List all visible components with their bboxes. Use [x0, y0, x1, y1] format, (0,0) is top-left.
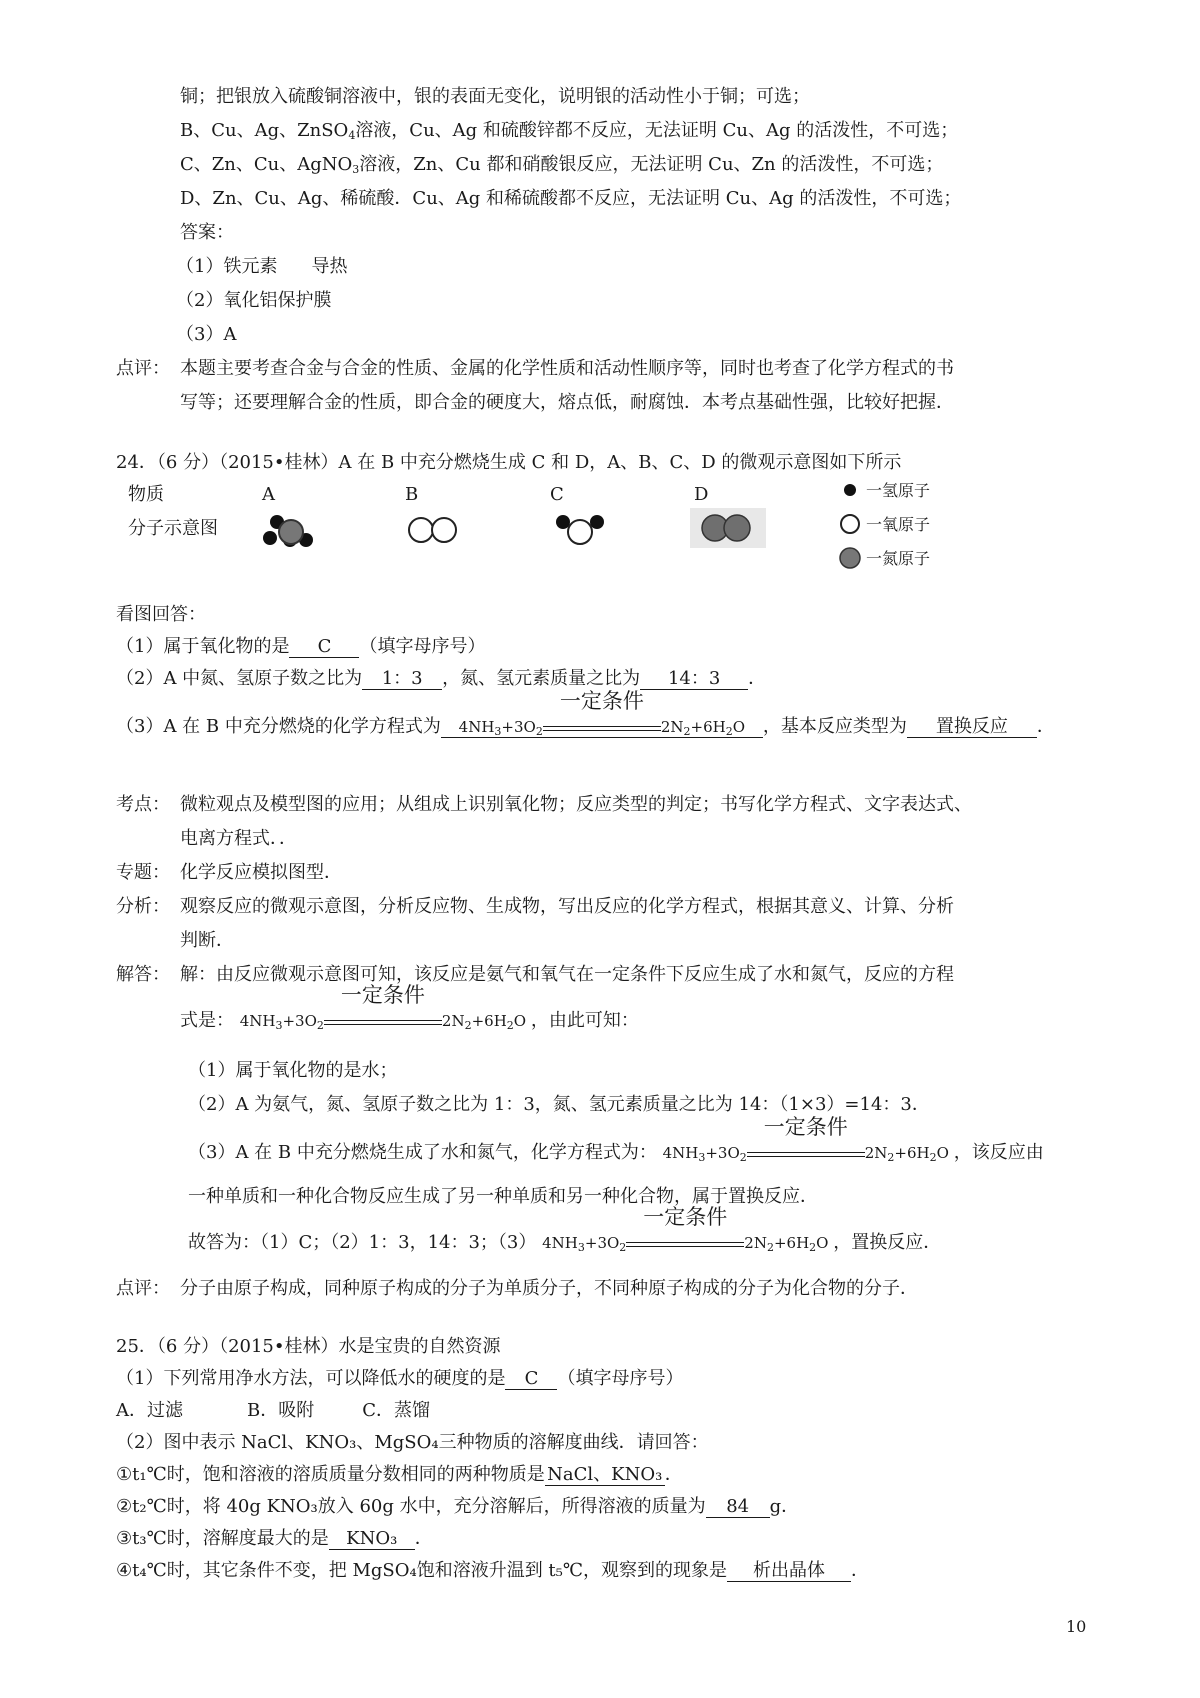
- chemical-equation: $4NH_3+3O_2$ 一定条件 $2N_2+6H_2O$: [662, 1115, 954, 1164]
- chemical-equation: $4NH_3+3O_2$ 一定条件 $2N_2+6H_2O$: [542, 1205, 834, 1254]
- text-line: C、Zn、Cu、AgNO$_3$溶液，Zn、Cu 都和硝酸银反应，无法证明 Cu、Zn 的活泼性，不可选；: [180, 154, 944, 176]
- question-24-header: 24．（6 分）（2015•桂林）A 在 B 中充分燃烧生成 C 和 D，A、B、C、D 的微观示意图如下所示: [116, 452, 902, 473]
- q24-part-1: （1）属于氧化物的是 C （填字母序号）: [116, 636, 486, 657]
- answer-2: （2）氧化铝保护膜: [176, 290, 332, 311]
- molecule-c-diagram: [553, 508, 609, 548]
- solution-1: （1）属于氧化物的是水；: [188, 1060, 398, 1081]
- jieda-equation-line: 式是： $4NH_3+3O_2$ 一定条件 $2N_2+6H_2O$ ，由此可知：: [180, 983, 639, 1032]
- comment-line: 本题主要考查合金与合金的性质、金属的化学性质和活动性顺序等，同时也考查了化学方程式的书: [180, 358, 954, 379]
- solution-4: 一种单质和一种化合物反应生成了另一种单质和另一种化合物，属于置换反应．: [188, 1186, 818, 1207]
- molecule-d-diagram: [690, 508, 766, 548]
- dianping-label: 点评：: [116, 1278, 170, 1299]
- condition-text: 一定条件: [763, 1115, 848, 1139]
- text-line: 铜；把银放入硫酸铜溶液中，银的表面无变化，说明银的活动性小于铜；可选；: [180, 86, 810, 107]
- answer-blank: 1：3: [362, 669, 442, 690]
- comment-label: 点评：: [116, 358, 170, 379]
- reaction-condition: [324, 983, 442, 1032]
- q25-item-3: ③t₃℃时，溶解度最大的是 KNO₃ ．: [116, 1528, 433, 1549]
- nitrogen-atom-marker: [840, 548, 860, 568]
- answer-label: 答案：: [180, 222, 234, 243]
- q24-part-2: （2）A 中氮、氢原子数之比为 1：3 ，氮、氢元素质量之比为 14：3 ．: [116, 668, 767, 689]
- kaodian-label: 考点：: [116, 794, 170, 815]
- page-number: 10: [1066, 1617, 1087, 1636]
- atom-legend: [840, 480, 980, 580]
- table-row-label: 物质: [128, 484, 164, 505]
- hydrogen-atom-marker: [844, 484, 856, 496]
- column-label-d: D: [694, 484, 709, 505]
- kaodian-line: 微粒观点及模型图的应用；从组成上识别氧化物；反应类型的判定；书写化学方程式、文字表达式、: [180, 794, 972, 815]
- jieda-line: 解：由反应微观示意图可知，该反应是氨气和氧气在一定条件下反应生成了水和氮气，反应的方程: [180, 964, 954, 985]
- legend-hydrogen: 一氢原子: [866, 481, 931, 500]
- answer-blank: 析出晶体: [727, 1561, 851, 1582]
- fenxi-label: 分析：: [116, 896, 170, 917]
- condition-text: 一定条件: [340, 983, 425, 1007]
- question-25-header: 25．（6 分）（2015•桂林）水是宝贵的自然资源: [116, 1336, 501, 1357]
- text-line: D、Zn、Cu、Ag、稀硫酸．Cu、Ag 和稀硫酸都不反应，无法证明 Cu、Ag 的活泼性，不可选；: [180, 188, 962, 209]
- reaction-condition: [543, 689, 661, 737]
- solution-3: （3）A 在 B 中充分燃烧生成了水和氮气，化学方程式为： $4NH_3+3O_2$ 一定条件 $2N_2+6H_2O$ ，该反应由: [188, 1115, 1044, 1164]
- answer-blank: C: [289, 637, 359, 658]
- equation-answer-blank: [441, 689, 763, 738]
- jieda-label: 解答：: [116, 964, 170, 985]
- chemical-equation: $4NH_3+3O_2$ 一定条件 $2N_2+6H_2O$: [239, 983, 531, 1032]
- legend-nitrogen: 一氮原子: [866, 549, 931, 568]
- zhuanti-label: 专题：: [116, 862, 170, 883]
- dianping-text: 分子由原子构成，同种原子构成的分子为单质分子，不同种原子构成的分子为化合物的分子．: [180, 1278, 918, 1299]
- chemical-equation: $4NH_3+3O_2$ 一定条件 $2N_2+6H_2O$: [458, 689, 746, 738]
- reaction-condition: [747, 1115, 865, 1164]
- q25-item-4: ④t₄℃时，其它条件不变，把 MgSO₄饱和溶液升温到 t₅℃，观察到的现象是 析出晶体 ．: [116, 1560, 870, 1581]
- q25-item-2: ②t₂℃时，将 40g KNO₃放入 60g 水中，充分溶解后，所得溶液的质量为 84 g．: [116, 1496, 800, 1517]
- molecule-b-diagram: [406, 514, 462, 546]
- text-line: B、Cu、Ag、ZnSO$_4$溶液，Cu、Ag 和硫酸锌都不反应，无法证明 Cu、Ag 的活泼性，不可选；: [180, 120, 959, 142]
- oxygen-atom-marker: [841, 515, 859, 533]
- zhuanti-text: 化学反应模拟图型．: [180, 862, 342, 883]
- look-label: 看图回答：: [116, 604, 206, 625]
- q25-part-1: （1）下列常用净水方法，可以降低水的硬度的是 C （填字母序号）: [116, 1368, 684, 1389]
- answer-blank: 84: [706, 1497, 770, 1518]
- answer-blank: C: [505, 1369, 557, 1390]
- column-label-a: A: [262, 484, 275, 505]
- q25-part-2: （2）图中表示 NaCl、KNO₃、MgSO₄三种物质的溶解度曲线．请回答：: [116, 1432, 709, 1453]
- molecule-a-diagram: [260, 508, 320, 552]
- legend-markers: [840, 480, 860, 576]
- column-label-c: C: [550, 484, 564, 505]
- solution-2: （2）A 为氨气，氮、氢原子数之比为 1：3，氮、氢元素质量之比为 14：（1×3）=14：3．: [188, 1094, 930, 1115]
- q25-item-1: ①t₁℃时，饱和溶液的溶质质量分数相同的两种物质是 NaCl、KNO₃ ．: [116, 1464, 683, 1485]
- legend-oxygen: 一氧原子: [866, 515, 931, 534]
- q25-options: A．过滤 B．吸附 C．蒸馏: [116, 1400, 431, 1421]
- fenxi-line: 判断．: [180, 930, 234, 951]
- comment-line: 写等；还要理解合金的性质，即合金的硬度大，熔点低，耐腐蚀．本考点基础性强，比较好把握．: [180, 392, 954, 413]
- answer-blank: NaCl、KNO₃: [545, 1465, 665, 1486]
- solution-summary: 故答为：（1）C；（2）1：3，14：3；（3） $4NH_3+3O_2$ 一定条件 $2N_2+6H_2O$ ，置换反应．: [188, 1205, 942, 1254]
- column-label-b: B: [405, 484, 419, 505]
- answer-blank: KNO₃: [329, 1529, 415, 1550]
- answer-1: （1）铁元素 导热: [176, 256, 348, 277]
- kaodian-line: 电离方程式．．: [180, 828, 297, 849]
- answer-3: （3）A: [176, 324, 237, 345]
- condition-text: 一定条件: [559, 689, 644, 713]
- answer-blank: 14：3: [640, 669, 748, 690]
- q24-part-3: （3）A 在 B 中充分燃烧的化学方程式为$4NH_3+3O_2$ 一定条件 $2N_2+6H_2O$，基本反应类型为 置换反应 ．: [116, 689, 1055, 738]
- table-row-label: 分子示意图: [128, 518, 218, 539]
- condition-text: 一定条件: [643, 1205, 728, 1229]
- answer-blank: 置换反应: [907, 717, 1037, 738]
- fenxi-line: 观察反应的微观示意图，分析反应物、生成物，写出反应的化学方程式，根据其意义、计算、分析: [180, 896, 954, 917]
- reaction-condition: [626, 1205, 744, 1254]
